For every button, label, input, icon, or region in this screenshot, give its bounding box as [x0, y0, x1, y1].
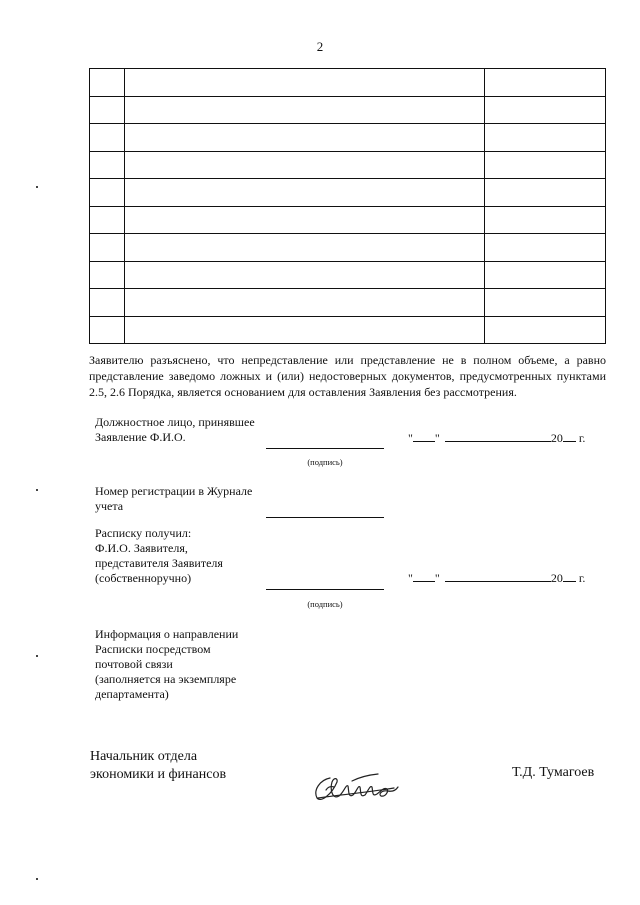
table-cell[interactable] — [125, 124, 485, 152]
table-cell[interactable] — [125, 96, 485, 124]
date-day-blank-2[interactable] — [413, 570, 435, 582]
table-row — [90, 124, 606, 152]
date-quote-open-2: " — [408, 571, 413, 585]
table-row — [90, 316, 606, 344]
date-quote-close-2: " — [434, 571, 440, 585]
scan-speck — [36, 878, 38, 880]
registration-label-line1: Номер регистрации в Журнале — [95, 484, 253, 498]
page-number: 2 — [316, 39, 324, 54]
date-month-blank-2[interactable] — [445, 570, 551, 582]
date-year-prefix: 20 — [550, 431, 563, 445]
table-cell[interactable] — [485, 124, 606, 152]
registration-number-line[interactable] — [266, 517, 384, 518]
table-row — [90, 234, 606, 262]
footer-position — [90, 748, 226, 784]
mail-info-label — [95, 627, 238, 702]
scan-speck — [36, 186, 38, 188]
table-row — [90, 69, 606, 97]
table-row — [90, 96, 606, 124]
table-cell[interactable] — [485, 261, 606, 289]
date-year-suffix: г. — [575, 431, 586, 445]
registration-label-line2: учета — [95, 499, 124, 513]
table-cell[interactable] — [125, 206, 485, 234]
date-year-prefix-2: 20 — [550, 571, 563, 585]
table-cell[interactable] — [90, 316, 125, 344]
table-cell[interactable] — [90, 206, 125, 234]
table-cell[interactable] — [485, 289, 606, 317]
receipt-label — [95, 526, 223, 586]
date-year-blank-2[interactable] — [563, 570, 576, 582]
receipt-label-line4: (собственноручно) — [95, 571, 192, 585]
mail-info-line5: департамента) — [95, 687, 169, 701]
mail-info-line2: Расписки посредством — [95, 642, 211, 656]
table-cell[interactable] — [125, 261, 485, 289]
mail-info-line4: (заполняется на экземпляре — [95, 672, 237, 686]
data-table — [89, 68, 606, 344]
date-quote-open: " — [408, 431, 413, 445]
table-cell[interactable] — [125, 289, 485, 317]
table-cell[interactable] — [125, 179, 485, 207]
receipt-label-line1: Расписку получил: — [95, 526, 192, 540]
scan-speck — [36, 489, 38, 491]
table-row — [90, 206, 606, 234]
table-cell[interactable] — [90, 69, 125, 97]
official-date-field — [408, 430, 585, 446]
table-cell[interactable] — [90, 179, 125, 207]
scan-speck — [36, 655, 38, 657]
date-year-suffix-2: г. — [575, 571, 586, 585]
registration-label — [95, 484, 252, 514]
table-cell[interactable] — [485, 179, 606, 207]
date-day-blank[interactable] — [413, 430, 435, 442]
official-signature-line[interactable] — [266, 448, 384, 449]
table-cell[interactable] — [485, 69, 606, 97]
table-cell[interactable] — [125, 69, 485, 97]
receipt-label-line2: Ф.И.О. Заявителя, — [95, 541, 188, 555]
mail-info-line1: Информация о направлении — [95, 627, 239, 641]
receipt-signature-line[interactable] — [266, 589, 384, 590]
table-cell[interactable] — [485, 234, 606, 262]
table-cell[interactable] — [125, 151, 485, 179]
official-label-line2: Заявление Ф.И.О. — [95, 430, 186, 444]
table-row — [90, 261, 606, 289]
table-cell[interactable] — [90, 261, 125, 289]
footer-position-line2: экономики и финансов — [90, 767, 227, 782]
table-row — [90, 289, 606, 317]
table-cell[interactable] — [485, 96, 606, 124]
table-cell[interactable] — [125, 234, 485, 262]
table-cell[interactable] — [90, 124, 125, 152]
footer-position-line1: Начальник отдела — [90, 749, 198, 764]
mail-info-line3: почтовой связи — [95, 657, 173, 671]
table-cell[interactable] — [90, 289, 125, 317]
date-year-blank[interactable] — [563, 430, 576, 442]
table-row — [90, 151, 606, 179]
table-cell[interactable] — [90, 96, 125, 124]
receipt-date-field — [408, 570, 585, 586]
date-month-blank[interactable] — [445, 430, 551, 442]
table-cell[interactable] — [485, 316, 606, 344]
signature-caption: (подпись) — [307, 457, 343, 467]
table-cell[interactable] — [485, 151, 606, 179]
handwritten-signature — [308, 760, 404, 806]
footer-signer-name: Т.Д. Тумагоев — [512, 765, 595, 780]
signature-caption-2: (подпись) — [307, 599, 343, 609]
table-row — [90, 179, 606, 207]
table-cell[interactable] — [90, 234, 125, 262]
official-label-line1: Должностное лицо, принявшее — [95, 415, 255, 429]
date-quote-close: " — [434, 431, 440, 445]
receipt-label-line3: представителя Заявителя — [95, 556, 223, 570]
notice-paragraph: Заявителю разъяснено, что непредставление или представление не в полном объеме, а равно представление заведомо ложных и (или) недостоверных документов, предусмотренных пунктами 2.5, 2.6 Порядка, является основанием для оставления Заявления без рассмотрения. — [89, 353, 606, 399]
official-label — [95, 415, 255, 445]
table-cell[interactable] — [125, 316, 485, 344]
table-cell[interactable] — [90, 151, 125, 179]
table-cell[interactable] — [485, 206, 606, 234]
